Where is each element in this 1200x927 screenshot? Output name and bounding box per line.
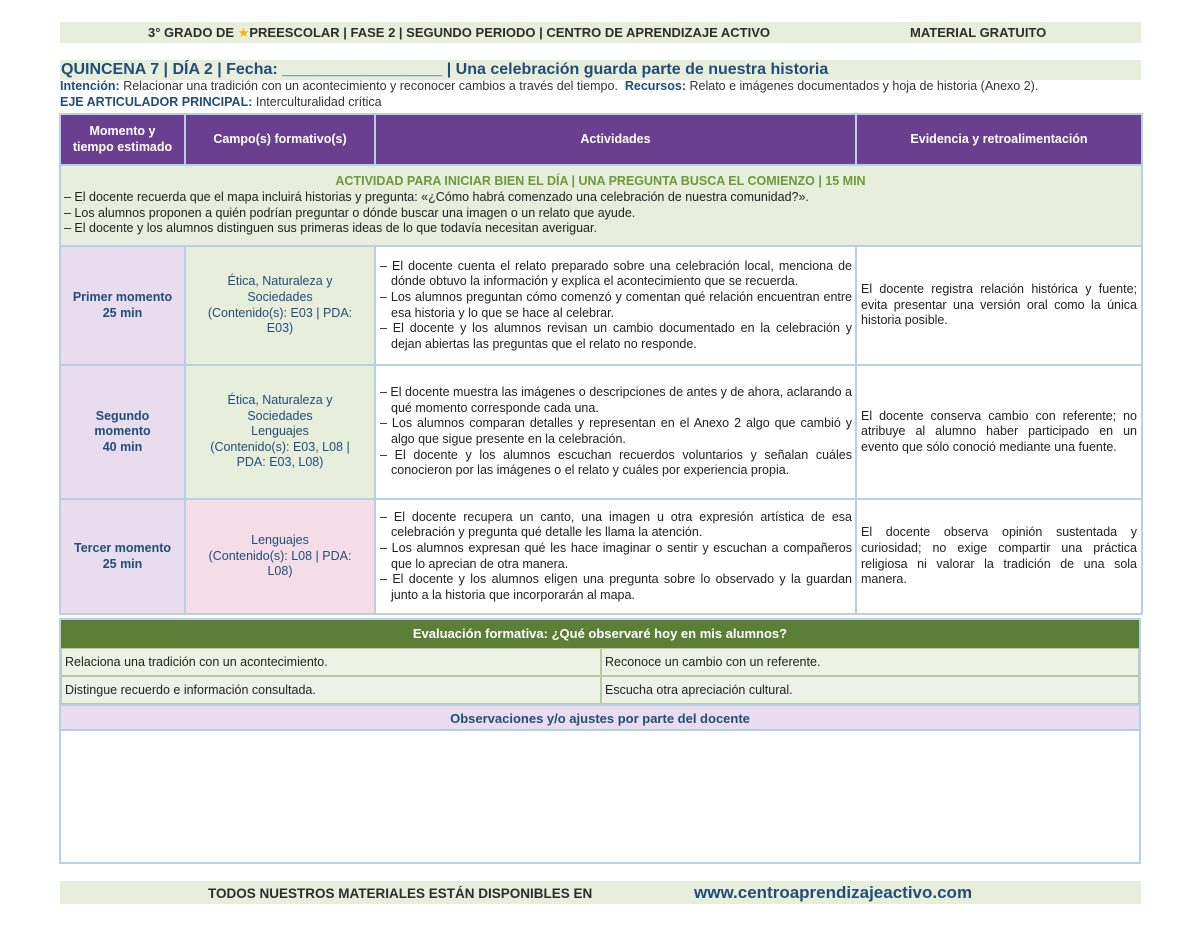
header-evidence: Evidencia y retroalimentación [856,114,1142,165]
table-row [60,246,1142,365]
header-moment: Momento y tiempo estimado [60,114,185,165]
intention-line: Intención: Relacionar una tradición con un acontecimiento y reconocer cambios a través del tiempo. Recursos: Relato e imágenes documentados y hoja de historia (Anexo 2). [60,79,1039,93]
list-item: – El docente y los alumnos escuchan recuerdos voluntarios y señalan cuáles conocieron por las imágenes o el relato y cuáles por experiencia propia. [380,447,852,478]
footer-banner [60,881,1141,904]
campo-cell: Ética, Naturaleza y Sociedades (Contenido(s): E03 | PDA: E03) [185,246,375,365]
evaluation-item: Reconoce un cambio con un referente. [601,648,1139,676]
lesson-plan-table [59,113,1143,615]
opening-title: ACTIVIDAD PARA INICIAR BIEN EL DÍA | UNA PREGUNTA BUSCA EL COMIENZO | 15 MIN [335,174,866,189]
list-item: – El docente y los alumnos eligen una pregunta sobre lo observado y la guardan junto a la historia que incorporarán al mapa. [380,572,852,602]
list-item: – Los alumnos proponen a quién podrían preguntar o dónde buscar una imagen o un relato que ayude. [64,205,636,220]
evaluation-row [61,648,1139,676]
evaluation-item: Relaciona una tradición con un acontecimiento. [61,648,601,676]
axis-line: EJE ARTICULADOR PRINCIPAL: Interculturalidad crítica [60,95,382,109]
list-item: – El docente cuenta el relato preparado sobre una celebración local, menciona de dónde obtuvo la información y explica el acontecimiento que se recuerda. [380,258,852,289]
footer-text: TODOS NUESTROS MATERIALES ESTÁN DISPONIBLES EN [208,886,593,901]
evaluation-item: Distingue recuerdo e información consultada. [61,676,601,704]
formative-evaluation [59,618,1141,864]
list-item: – El docente recuerda que el mapa incluirá historias y pregunta: «¿Cómo habrá comenzado una celebración de nuestra comunidad?». [64,189,809,204]
activities-cell [375,246,856,365]
header-activities: Actividades [375,114,856,165]
moment-cell: Segundo momento 40 min [60,365,185,499]
evaluation-title: Evaluación formativa: ¿Qué observaré hoy en mis alumnos? [61,620,1139,648]
list-item: – Los alumnos expresan qué les hace imaginar o sentir y escuchan a compañeros que lo aprecian de otra manera. [380,540,852,571]
list-item: – Los alumnos comparan detalles y representan en el Anexo 2 algo que cambió y algo que sigue presente en la celebración. [380,416,852,446]
table-header-row [60,114,1142,165]
campo-cell: Lenguajes (Contenido(s): L08 | PDA: L08) [185,499,375,614]
moment-cell: Primer momento 25 min [60,246,185,365]
header-campo: Campo(s) formativo(s) [185,114,375,165]
list-item: – El docente muestra las imágenes o descripciones de antes y de ahora, aclarando a qué momento corresponde cada una. [380,385,852,415]
observations-title: Observaciones y/o ajustes por parte del docente [61,704,1139,729]
opening-list [64,190,1137,237]
evidence-cell: El docente registra relación histórica y fuente; evita presentar una versión oral como la única historia posible. [856,246,1142,365]
activities-cell [375,499,856,614]
page-title: QUINCENA 7 | DÍA 2 | Fecha: __________________ | Una celebración guarda parte de nuestra historia [60,60,1141,80]
evaluation-row [61,676,1139,704]
evidence-cell: El docente observa opinión sustentada y curiosidad; no exige compartir una práctica religiosa ni valorar la tradición de una sola manera. [856,499,1142,614]
opening-activity [60,165,1142,246]
table-row [60,499,1142,614]
observations-area[interactable] [61,729,1139,862]
evidence-cell: El docente conserva cambio con referente; no atribuye al alumno haber participado en un evento que sólo conoció mediante una fuente. [856,365,1142,499]
moment-cell: Tercer momento 25 min [60,499,185,614]
top-banner [60,22,1141,43]
banner-grade-text: 3° GRADO DE ★PREESCOLAR | FASE 2 | SEGUNDO PERIODO | CENTRO DE APRENDIZAJE ACTIVO [148,24,771,40]
evaluation-item: Escucha otra apreciación cultural. [601,676,1139,704]
banner-free-material: MATERIAL GRATUITO [910,25,1047,40]
star-icon: ★ [237,24,250,40]
footer-url-link[interactable]: www.centroaprendizajeactivo.com [694,883,973,902]
table-row [60,365,1142,499]
list-item: – El docente y los alumnos distinguen sus primeras ideas de lo que todavía necesitan averiguar. [64,221,597,236]
campo-cell: Ética, Naturaleza y Sociedades Lenguajes (Contenido(s): E03, L08 | PDA: E03, L08) [185,365,375,499]
opening-row [60,165,1142,246]
list-item: – El docente y los alumnos revisan un cambio documentado en la celebración y dejan abiertas las preguntas que el relato no responde. [380,321,852,351]
list-item: – Los alumnos preguntan cómo comenzó y comentan qué relación encuentran entre esa historia y lo que se hace al celebrar. [380,289,852,320]
list-item: – El docente recupera un canto, una imagen u otra expresión artística de esa celebración y pregunta qué detalle les llama la atención. [380,509,852,540]
activities-cell [375,365,856,499]
